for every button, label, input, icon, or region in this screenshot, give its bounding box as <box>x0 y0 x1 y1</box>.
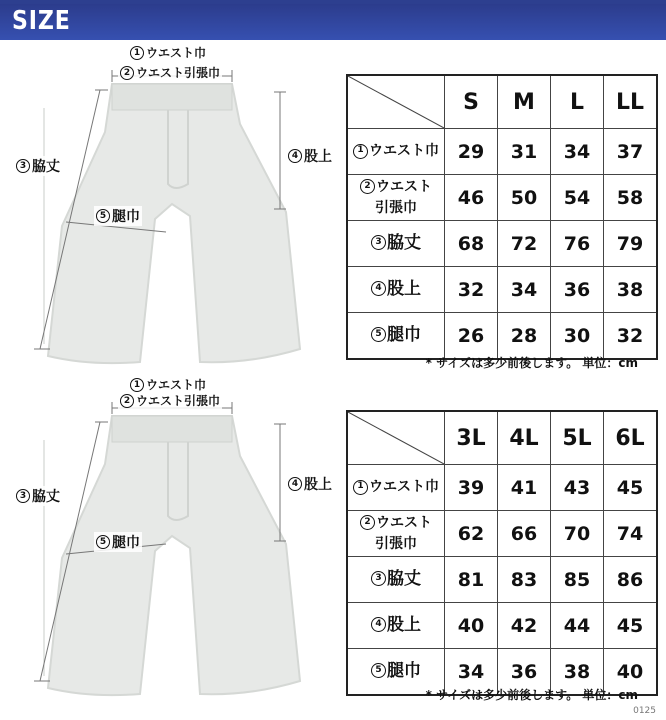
col-header: LL <box>604 75 658 129</box>
table-cell: 85 <box>551 557 604 603</box>
table-cell: 45 <box>604 465 658 511</box>
table-cell: 54 <box>551 175 604 221</box>
table-cell: 76 <box>551 221 604 267</box>
col-header: S <box>445 75 498 129</box>
table-corner <box>347 75 445 129</box>
row-header: 4 股上 <box>347 603 445 649</box>
table-cell: 29 <box>445 129 498 175</box>
label-waist-stretch: 2 ウエスト引張巾 <box>118 64 222 81</box>
table-corner <box>347 411 445 465</box>
col-header: M <box>498 75 551 129</box>
table-cell: 34 <box>551 129 604 175</box>
table-cell: 30 <box>551 313 604 360</box>
row-header: 2 ウエスト 引張巾 <box>347 511 445 557</box>
table-row <box>347 313 657 360</box>
table-cell: 50 <box>498 175 551 221</box>
label-side-length: 3 脇丈 <box>14 486 62 506</box>
table-cell: 66 <box>498 511 551 557</box>
size-section-2 <box>0 376 666 706</box>
table-cell: 34 <box>498 267 551 313</box>
table-row <box>347 267 657 313</box>
row-header: 5 腿巾 <box>347 649 445 696</box>
table-cell: 43 <box>551 465 604 511</box>
table-cell: 36 <box>498 649 551 696</box>
table-row <box>347 175 657 221</box>
size-note: * サイズは多少前後します。 単位：cm <box>425 356 638 370</box>
table-cell: 34 <box>445 649 498 696</box>
table-cell: 42 <box>498 603 551 649</box>
table-row <box>347 557 657 603</box>
row-header: 1 ウエスト巾 <box>347 129 445 175</box>
table-cell: 45 <box>604 603 658 649</box>
table-cell: 83 <box>498 557 551 603</box>
label-rise: 4 股上 <box>286 146 334 166</box>
label-side-length: 3 脇丈 <box>14 156 62 176</box>
header-bar <box>0 4 666 40</box>
table-cell: 32 <box>604 313 658 360</box>
label-waist: 1 ウエスト巾 <box>128 44 208 61</box>
label-waist: 1 ウエスト巾 <box>128 376 208 393</box>
table-cell: 36 <box>551 267 604 313</box>
table-cell: 31 <box>498 129 551 175</box>
pants-illustration <box>0 376 340 706</box>
table-cell: 46 <box>445 175 498 221</box>
label-waist-stretch: 2 ウエスト引張巾 <box>118 392 222 409</box>
row-header: 5 腿巾 <box>347 313 445 360</box>
table-row <box>347 603 657 649</box>
table-cell: 41 <box>498 465 551 511</box>
label-thigh-width: 5 腿巾 <box>94 532 142 552</box>
table-cell: 58 <box>604 175 658 221</box>
table-cell: 37 <box>604 129 658 175</box>
table-cell: 39 <box>445 465 498 511</box>
table-row <box>347 465 657 511</box>
page-title: SIZE <box>12 6 71 36</box>
table-cell: 81 <box>445 557 498 603</box>
label-rise: 4 股上 <box>286 474 334 494</box>
row-header: 4 股上 <box>347 267 445 313</box>
table-cell: 40 <box>604 649 658 696</box>
table-row <box>347 129 657 175</box>
table-cell: 40 <box>445 603 498 649</box>
size-section-1 <box>0 44 666 374</box>
row-header: 3 脇丈 <box>347 557 445 603</box>
table-cell: 70 <box>551 511 604 557</box>
size-table-2 <box>346 410 658 696</box>
image-code: 0125 <box>633 706 656 716</box>
row-header: 3 脇丈 <box>347 221 445 267</box>
table-cell: 74 <box>604 511 658 557</box>
pants-illustration <box>0 44 340 374</box>
col-header: L <box>551 75 604 129</box>
size-table-1 <box>346 74 658 360</box>
row-header: 1 ウエスト巾 <box>347 465 445 511</box>
col-header: 3L <box>445 411 498 465</box>
col-header: 5L <box>551 411 604 465</box>
label-thigh-width: 5 腿巾 <box>94 206 142 226</box>
table-cell: 44 <box>551 603 604 649</box>
col-header: 6L <box>604 411 658 465</box>
table-cell: 72 <box>498 221 551 267</box>
table-row <box>347 511 657 557</box>
row-header: 2 ウエスト 引張巾 <box>347 175 445 221</box>
table-cell: 79 <box>604 221 658 267</box>
garment-photo <box>0 44 340 374</box>
garment-photo <box>0 376 340 706</box>
table-cell: 62 <box>445 511 498 557</box>
table-cell: 28 <box>498 313 551 360</box>
size-note: * サイズは多少前後します。 単位：cm <box>425 688 638 702</box>
table-row <box>347 221 657 267</box>
table-cell: 68 <box>445 221 498 267</box>
col-header: 4L <box>498 411 551 465</box>
table-cell: 38 <box>604 267 658 313</box>
table-cell: 26 <box>445 313 498 360</box>
table-cell: 86 <box>604 557 658 603</box>
table-cell: 32 <box>445 267 498 313</box>
table-cell: 38 <box>551 649 604 696</box>
